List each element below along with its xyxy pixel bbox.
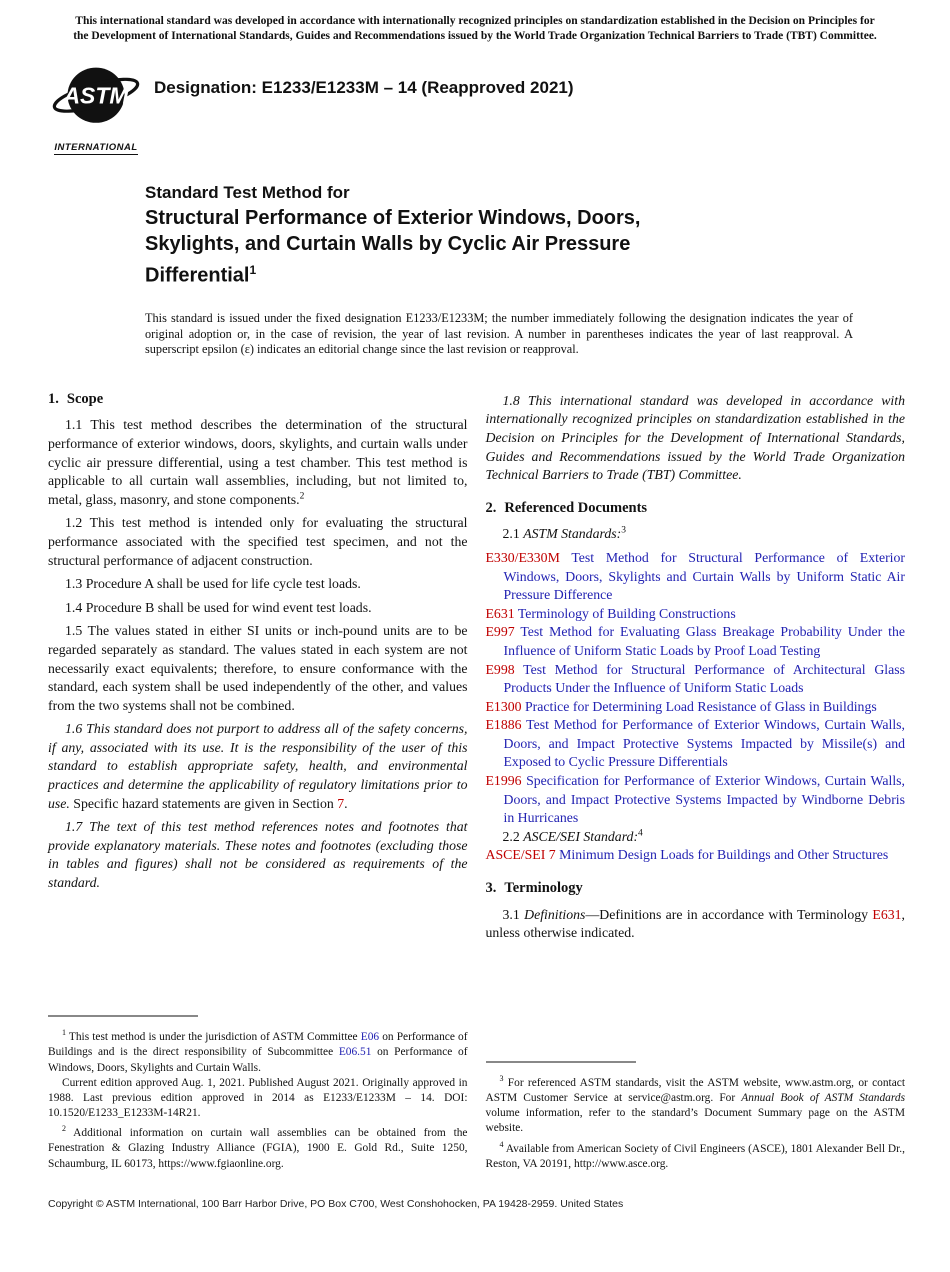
terminology-heading: 3. Terminology	[485, 880, 583, 897]
standard-title-link[interactable]: Terminology of Building Constructions	[517, 605, 736, 621]
left-footnotes-text	[48, 1025, 468, 1171]
footnote-4: $^4$ Available from American Society of Civil Engineers (ASCE), 1801 Alexander Bell Dr., Reston, VA 20191, http://www.asce.org.	[485, 1139, 905, 1170]
reference-item	[486, 661, 906, 698]
scope-section	[48, 390, 468, 898]
footnote-ref-4[interactable]: 4	[638, 828, 643, 839]
right-footnotes-text	[486, 1071, 906, 1172]
document-header	[48, 64, 950, 155]
title-line-1: Structural Performance of Exterior Windows, Doors,	[145, 207, 641, 230]
standard-designation-link[interactable]: E997	[485, 624, 515, 640]
scope-para-1-5: 1.5 The values stated in either SI units or inch-pound units are to be regarded separately as standard. The values stated in each system are not necessarily exact equivalents; therefore, to ensure conformance with the standard, each system shall be used independently of the other, and values from the two systems shall not be combined.	[48, 623, 468, 713]
scope-para-1-2: 1.2 This test method is intended only for evaluating the structural performance associated with the specified test specimen, and not the structural performance of adjacent construction.	[48, 515, 468, 568]
astm-logo	[48, 64, 144, 155]
para-2-2: 2.2 ASCE/SEI Standard:$^4$	[502, 828, 643, 844]
standard-designation-link[interactable]: E1996	[485, 773, 522, 789]
standard-designation-link[interactable]: E330/E330M	[485, 549, 560, 565]
scope-para-1-8: 1.8 This international standard was developed in accordance with internationally recognized principles on standardization established in the Decision on Principles for the Development of International Standards, Guides and Recommendations issued by the World Trade Organization Technical Barriers to Trade (TBT) Committee.	[485, 392, 905, 483]
scope-para-1-1: 1.1 This test method describes the determination of the structural performance of exterior windows, doors, skylights, and curtain walls under cyclic air pressure differential, using a test chamber. This test method is applicable to all curtain wall assemblies, including, but not limited to, metal, glass, masonry, and stone components.$^2$	[48, 417, 468, 507]
para-2-1: 2.1 ASTM Standards:$^3$	[502, 525, 626, 542]
footnote-ref-3[interactable]: 3	[621, 525, 626, 536]
right-column	[486, 390, 906, 1172]
footnote-ref-2[interactable]: 2	[299, 491, 305, 502]
footnote-1: $^1$ This test method is under the jurisdiction of ASTM Committee E06 on Performance of Buildings and is the direct responsibility of Subcommittee E06.51 on Performance of Windows, Doors, Skylights and Curtain Walls.	[48, 1028, 468, 1074]
standard-title-link[interactable]: Practice for Determining Load Resistance of Glass in Buildings	[524, 698, 877, 714]
title-block	[145, 181, 950, 289]
issue-note: This standard is issued under the fixed designation E1233/E1233M; the number immediately following the designation indicates the year of original adoption or, in the case of revision, the year of last revision. A number in parentheses indicates the year of last reapproval. A superscript epsilon (ε) indicates an editorial change since the last revision or reapproval.	[145, 311, 853, 357]
e631-link[interactable]: E631	[872, 906, 902, 922]
section-7-link[interactable]: 7	[337, 795, 345, 811]
wto-notice: This international standard was developed in accordance with internationally recognized principles on standardization established in the Decision on Principles for the Development of International Standards, Guides and Recommendations issued by the World Trade Organization Technical Barriers to Trade (TBT) Committee.	[73, 15, 877, 43]
standard-title-link[interactable]: Test Method for Structural Performance of Architectural Glass Products Under the Influence of Uniform Static Loads	[503, 661, 906, 696]
left-footnotes	[48, 1015, 468, 1171]
reference-item	[486, 623, 906, 660]
footnote-2: $^2$ Additional information on curtain wall assemblies can be obtained from the Fenestration & Glazing Industry Alliance (FGIA), 1900 E. Gold Rd., Suite 1250, Schaumburg, IL 60173, https://www.fgiaonline.org.	[48, 1124, 468, 1170]
standard-designation-link[interactable]: E998	[485, 661, 515, 677]
title-line-3: Differential$^1$	[145, 263, 257, 287]
standard-designation-link[interactable]: E1300	[485, 698, 522, 714]
reference-item	[486, 716, 906, 772]
right-column-content	[486, 390, 906, 948]
asce-title-link[interactable]: Minimum Design Loads for Buildings and Other Structures	[559, 847, 889, 863]
title-footnote-marker: 1	[249, 263, 257, 278]
title-kicker: Standard Test Method for	[145, 183, 350, 203]
reference-item	[486, 605, 906, 624]
scope-heading: 1. Scope	[48, 390, 104, 407]
footnote-separator-left	[48, 1015, 198, 1017]
reference-item-asce	[486, 846, 906, 865]
asce-designation-link[interactable]: ASCE/SEI 7	[485, 847, 556, 863]
astm-logo-icon	[50, 64, 142, 132]
standard-title-link[interactable]: Test Method for Structural Performance of Exterior Windows, Doors, Skylights and Curtain Walls by Uniform Static Air Pressure Difference	[503, 549, 905, 603]
designation-line: Designation: E1233/E1233M – 14 (Reapproved 2021)	[154, 78, 574, 98]
subcommittee-e06-51-link[interactable]: E06.51	[338, 1046, 372, 1059]
scope-para-1-6: 1.6 This standard does not purport to address all of the safety concerns, if any, associated with its use. It is the responsibility of the user of this standard to establish appropriate safety, health, and environmental practices and determine the applicability of regulatory limitations prior to use. Specific hazard statements are given in Section 7.	[48, 721, 468, 811]
right-footnotes	[486, 1061, 906, 1172]
referenced-documents-heading: 2. Referenced Documents	[485, 499, 648, 516]
scope-para-1-3: 1.3 Procedure A shall be used for life cycle test loads.	[65, 576, 361, 592]
title-line-2: Skylights, and Curtain Walls by Cyclic Air Pressure	[145, 233, 631, 256]
reference-item	[486, 698, 906, 717]
footnote-separator-right	[486, 1061, 636, 1063]
scope-para-1-4: 1.4 Procedure B shall be used for wind event test loads.	[65, 599, 372, 615]
footnote-1-edition: Current edition approved Aug. 1, 2021. Published August 2021. Originally approved in 1988. Last previous edition approved in 2014 as E1233/E1233M – 14. DOI: 10.1520/E1233_E1233M-14R21.	[48, 1076, 468, 1120]
astm-standards-list	[486, 549, 906, 828]
footnote-3: $^3$ For referenced ASTM standards, visit the ASTM website, www.astm.org, or contact ASTM Customer Service at service@astm.org. For Annual Book of ASTM Standards volume information, refer to the standard’s Document Summary page on the ASTM website.	[485, 1073, 905, 1135]
committee-e06-link[interactable]: E06	[360, 1031, 380, 1044]
standard-designation-link[interactable]: E631	[485, 605, 515, 621]
para-3-1: 3.1 Definitions—Definitions are in accordance with Terminology E631, unless otherwise indicated.	[485, 906, 905, 941]
reference-item	[486, 772, 906, 828]
left-column	[48, 390, 468, 1172]
copyright-line: Copyright © ASTM International, 100 Barr Harbor Drive, PO Box C700, West Conshohocken, PA 19428-2959. United States	[48, 1198, 624, 1210]
astm-logo-international-label: INTERNATIONAL	[54, 142, 138, 154]
standard-title-link[interactable]: Test Method for Performance of Exterior Windows, Curtain Walls, Doors, and Impact Protective Systems Impacted by Missile(s) and Exposed to Cyclic Pressure Differentials	[503, 717, 905, 770]
standard-designation-link[interactable]: E1886	[485, 717, 522, 733]
scope-para-1-7: 1.7 The text of this test method references notes and footnotes that provide explanatory materials. These notes and footnotes (excluding those in tables and figures) shall not be considered as requirements of the standard.	[48, 819, 468, 891]
two-column-body	[48, 390, 905, 1172]
svg-text:ASTM: ASTM	[63, 82, 129, 109]
reference-item	[486, 549, 906, 605]
standard-title-link[interactable]: Specification for Performance of Exterior Windows, Curtain Walls, Doors, and Impact Protective Systems Impacted by Windborne Debris in Hurricanes	[503, 773, 905, 826]
standard-title-link[interactable]: Test Method for Evaluating Glass Breakage Probability Under the Influence of Uniform Static Loads by Proof Load Testing	[503, 624, 906, 658]
